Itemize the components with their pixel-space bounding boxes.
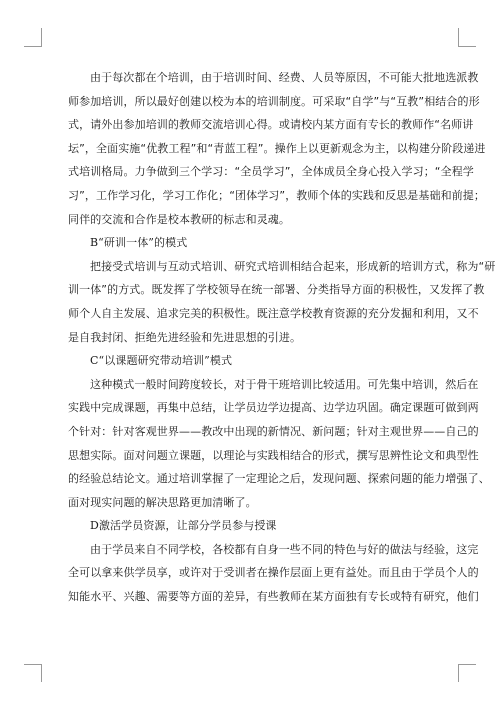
crop-mark-top-left-horizontal [24, 46, 42, 47]
text-line: 的经验总结论文。通过培训掌握了一定理论之后，发现问题、探索问题的能力增强了、 [68, 472, 490, 486]
text-line: 个针对：针对客观世界——教改中出现的新情况、新问题；针对主观世界——自己的 [68, 424, 479, 438]
crop-mark-bottom-right-vertical [458, 664, 459, 682]
text-line: 师个人自主发展、追求完美的积极性。既注意学校教育资源的充分发掘和利用，又不 [68, 306, 479, 320]
text-line: 全可以拿来供学员享，或许对于受训者在操作层面上更有益处。而且由于学员个人的 [68, 566, 479, 580]
text-line: 师参加培训，所以最好创建以校为本的培训制度。可采取“自学”与“互教”相结合的形 [68, 94, 480, 108]
section-heading: B“研训一体”的模式 [90, 236, 188, 250]
text-line: 思想实际。面对问题立课题，以理论与实践相结合的形式，撰写思辨性论文和典型性 [68, 448, 479, 462]
text-line: 式，请外出参加培训的教师交流培训心得。或请校内某方面有专长的教师作“名师讲 [68, 118, 474, 132]
text-line: 训一体”的方式。既发挥了学校领导在统一部署、分类指导方面的积极性，又发挥了教 [68, 283, 485, 297]
crop-mark-top-right-horizontal [458, 46, 476, 47]
text-line: 这种模式一般时间跨度较长，对于骨干班培训比较适用。可先集中培训，然后在 [90, 377, 479, 391]
text-line: 同伴的交流和合作是校本教研的标志和灵魂。 [68, 212, 290, 226]
text-line: 是自我封闭、拒绝先进经验和先进思想的引进。 [68, 330, 302, 344]
text-line: 由于学员来自不同学校，各校都有自身一些不同的特色与好的做法与经验，这完 [90, 542, 479, 556]
text-line: 实践中完成课题，再集中总结，让学员边学边提高、边学边巩固。确定课题可做到两 [68, 401, 479, 415]
text-line: 把接受式培训与互动式培训、研究式培训相结合起来，形成新的培训方式，称为“研 [90, 259, 496, 273]
text-line: 习”，工作学习化，学习工作化；“团体学习”，教师个体的实践和反思是基础和前提； [68, 188, 485, 202]
crop-mark-bottom-right-horizontal [458, 664, 476, 665]
section-heading: C“以课题研究带动培训”模式 [90, 354, 233, 368]
text-line: 知能水平、兴趣、需要等方面的差异，有些教师在某方面独有专长或特有研究，他们 [68, 590, 479, 604]
text-line: 由于每次都在个培训，由于培训时间、经费、人员等原因，不可能大批地选派教 [90, 71, 479, 84]
text-line: 面对现实问题的解决思路更加清晰了。 [68, 495, 257, 509]
crop-mark-bottom-left-vertical [41, 664, 42, 682]
crop-mark-top-right-vertical [458, 28, 459, 46]
body-text [68, 66, 496, 609]
text-line: 式培训格局。力争做到三个学习：“全员学习”，全体成员全身心投入学习；“全程学 [68, 165, 474, 179]
crop-mark-bottom-left-horizontal [24, 664, 42, 665]
section-heading: D激活学员资源，让部分学员参与授课 [90, 519, 277, 533]
crop-mark-top-left-vertical [41, 28, 42, 46]
text-line: 坛”，全面实施“优教工程”和“青蓝工程”。操作上以更新观念为主，以构建分阶段递进 [68, 141, 486, 155]
